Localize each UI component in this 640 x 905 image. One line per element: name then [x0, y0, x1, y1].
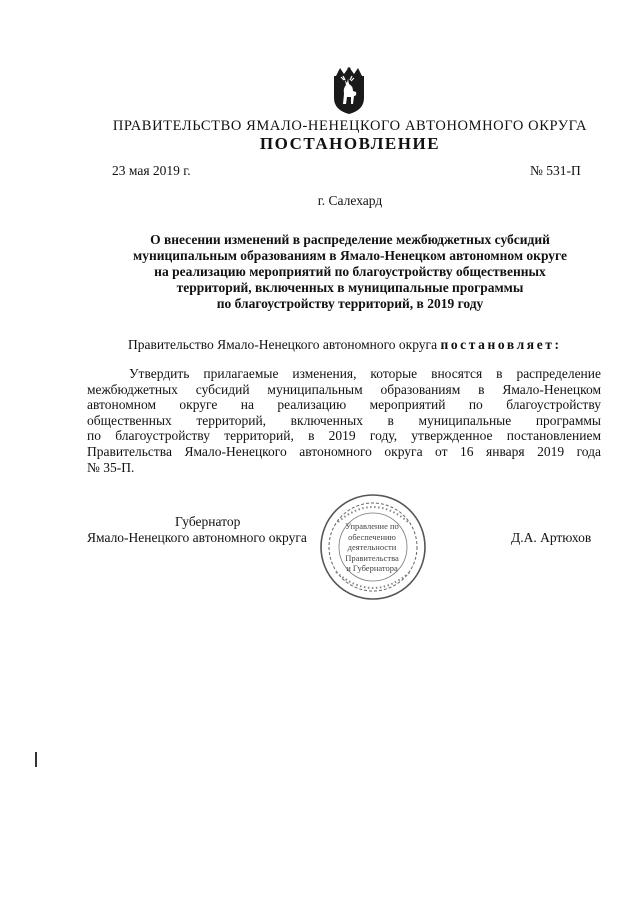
stamp-line: обеспечению — [348, 531, 396, 542]
document-date: 23 мая 2019 г. — [112, 163, 191, 178]
stamp-line: Управление по — [345, 521, 399, 531]
preamble — [128, 337, 562, 353]
heading-line: на реализацию мероприятий по благоустройству общественных — [154, 264, 546, 279]
signer-position: Губернатор — [175, 514, 241, 529]
preamble-text: Правительство Ямало-Ненецкого автономного округа — [128, 337, 438, 352]
body-line: Правительства Ямало-Ненецкого автономного округа от 16 января 2019 года — [87, 443, 601, 459]
body-line: № 35-П. — [87, 459, 135, 475]
signer-name: Д.А. Артюхов — [511, 530, 592, 545]
stamp-text — [336, 521, 408, 574]
government-title: ПРАВИТЕЛЬСТВО ЯМАЛО-НЕНЕЦКОГО АВТОНОМНОГО ОКРУГА — [112, 118, 588, 134]
document-heading — [110, 232, 590, 312]
body-line: автономном округе на реализацию мероприятий по благоустройству — [87, 397, 601, 413]
body-line: межбюджетных субсидий муниципальным образованиям в Ямало-Ненецком — [87, 381, 601, 397]
document-number: № 531-П — [530, 163, 581, 178]
heading-line: по благоустройству территорий, в 2019 году — [216, 296, 484, 311]
resolution-body — [87, 366, 601, 475]
stamp-line: Правительства — [345, 552, 399, 563]
stamp-line: деятельности — [347, 542, 397, 552]
heading-line: территорий, включенных в муниципальные программы — [176, 280, 524, 295]
preamble-keyword: постановляет: — [440, 337, 562, 352]
body-line: по благоустройству территорий, в 2019 году, утвержденное постановлением — [87, 428, 601, 444]
coat-of-arms-icon — [330, 66, 368, 116]
body-line: общественных территорий, включенных в муниципальные программы — [87, 412, 601, 428]
stamp-line: и Губернатора — [346, 563, 398, 573]
heading-line: муниципальным образованиям в Ямало-Ненецком автономном округе — [133, 248, 567, 263]
margin-mark — [35, 752, 37, 767]
document-city: г. Салехард — [317, 193, 383, 208]
body-line: Утвердить прилагаемые изменения, которые вносятся в распределение — [129, 366, 601, 381]
heading-line: О внесении изменений в распределение межбюджетных субсидий — [150, 232, 550, 247]
document-type: ПОСТАНОВЛЕНИЕ — [259, 134, 441, 153]
signer-position-region: Ямало-Ненецкого автономного округа — [87, 530, 307, 545]
